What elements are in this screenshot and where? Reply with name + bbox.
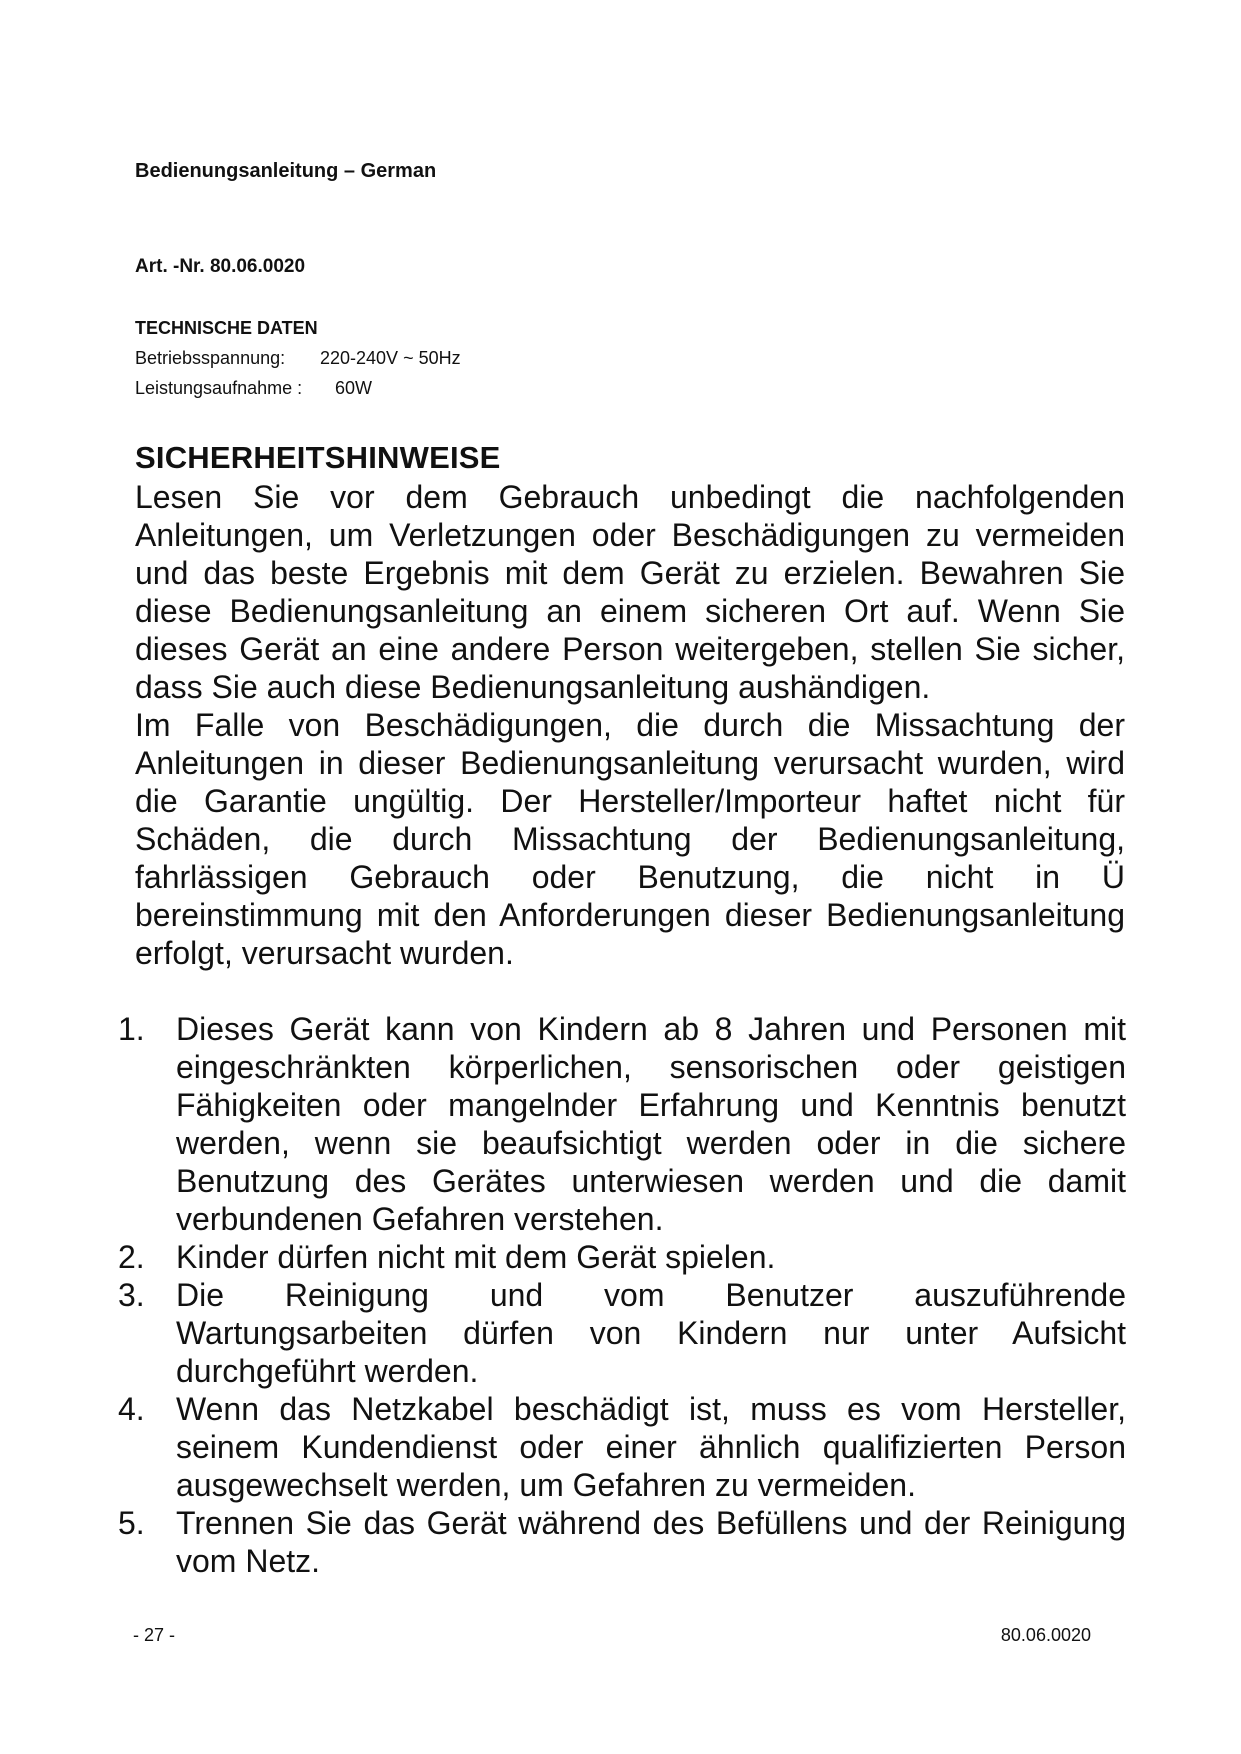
safety-paragraph: Lesen Sie vor dem Gebrauch unbedingt die nachfolgenden Anleitungen, um Verletzungen oder Beschädigungen zu vermeiden und das beste Ergebnis mit dem Gerät zu erzielen. Bewahren Sie diese Bedienungsanleitung an einem sicheren Ort auf. Wenn Sie dieses Gerät an eine andere Person weitergeben, stellen Sie sicher, dass Sie auch diese Bedienungsanleitung aushändigen.	[135, 479, 1125, 705]
tech-label: Leistungsaufnahme :	[135, 378, 303, 398]
safety-paragraph: Im Falle von Beschädigungen, die durch die Missachtung der Anleitungen in dieser Bedienungsanleitung verursacht wurden, wird die Garantie ungültig. Der Hersteller/Importeur haftet nicht für Schäden, die durch Missachtung der Bedienungsanleitung, fahrlässigen Gebrauch oder Benutzung, die nicht in Ü bereinstimmung mit den Anforderungen dieser Bedienungsanleitung erfolgt, verursacht wurden.	[135, 707, 1125, 971]
page-number: - 27 -	[133, 1625, 176, 1645]
list-item	[118, 1276, 1126, 1390]
list-item-number: 5.	[118, 1505, 145, 1541]
list-item-number: 1.	[118, 1011, 145, 1047]
list-item	[118, 1010, 1126, 1238]
list-item-text: Dieses Gerät kann von Kindern ab 8 Jahren und Personen mit eingeschränkten körperlichen, sensorischen oder geistigen Fähigkeiten oder mangelnder Erfahrung und Kenntnis benutzt werden, wenn sie beaufsichtigt werden oder in die sichere Benutzung des Gerätes unterwiesen werden und die damit verbundenen Gefahren verstehen.	[176, 1011, 1126, 1237]
article-number: Art. -Nr. 80.06.0020	[135, 256, 306, 277]
tech-label: Betriebsspannung:	[135, 348, 286, 368]
safety-intro	[135, 478, 1125, 972]
safety-instructions-list	[118, 1010, 1126, 1580]
document-title: Bedienungsanleitung – German	[135, 160, 437, 182]
list-item	[118, 1238, 1126, 1276]
list-item-number: 4.	[118, 1391, 145, 1427]
safety-heading: SICHERHEITSHINWEISE	[135, 440, 501, 475]
list-item-text: Trennen Sie das Gerät während des Befüllens und der Reinigung vom Netz.	[176, 1505, 1126, 1579]
list-item	[118, 1504, 1126, 1580]
list-item-text: Kinder dürfen nicht mit dem Gerät spielen.	[176, 1239, 776, 1275]
list-item-text: Die Reinigung und vom Benutzer auszuführende Wartungsarbeiten dürfen von Kindern nur unter Aufsicht durchgeführt werden.	[176, 1277, 1126, 1389]
list-item-number: 2.	[118, 1239, 145, 1275]
technical-data-heading: TECHNISCHE DATEN	[135, 318, 318, 338]
footer-article-code: 80.06.0020	[1000, 1625, 1091, 1645]
list-item-text: Wenn das Netzkabel beschädigt ist, muss es vom Hersteller, seinem Kundendienst oder einer ähnlich qualifizierten Person ausgewechselt werden, um Gefahren zu vermeiden.	[176, 1391, 1126, 1503]
tech-value: 220-240V ~ 50Hz	[320, 348, 461, 368]
tech-row-power	[135, 378, 372, 399]
list-item-number: 3.	[118, 1277, 145, 1313]
tech-value: 60W	[335, 378, 373, 398]
list-item	[118, 1390, 1126, 1504]
tech-row-voltage	[135, 348, 461, 369]
